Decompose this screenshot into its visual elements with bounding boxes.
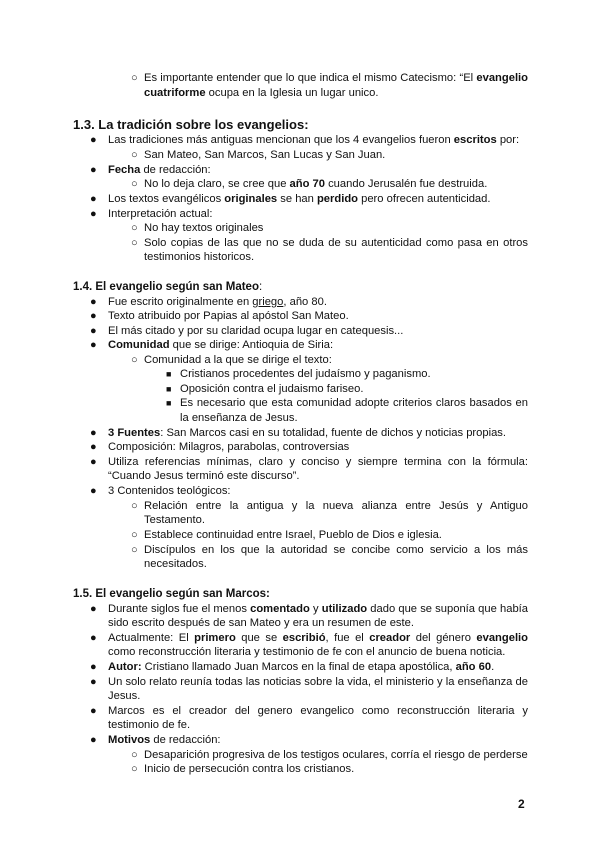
bullet-marker: ● [90, 485, 97, 497]
circle-marker: ○ [131, 72, 138, 84]
square-marker: ■ [166, 384, 172, 394]
circle-marker: ○ [131, 749, 138, 761]
list-item: Un solo relato reunía todas las noticias sobre la vida, el ministerio y la enseñanza de [108, 676, 528, 688]
circle-marker: ○ [131, 237, 138, 249]
list-item-cont: como reconstrucción literaria y testimonio de fe con el anuncio de buena noticia. [108, 646, 506, 658]
circle-marker: ○ [131, 222, 138, 234]
circle-marker: ○ [131, 500, 138, 512]
bullet-marker: ● [90, 427, 97, 439]
list-item: Oposición contra el judaismo fariseo. [180, 383, 364, 395]
list-item: San Mateo, San Marcos, San Lucas y San Juan. [144, 149, 386, 161]
list-item: Texto atribuido por Papias al apóstol San Mateo. [108, 310, 349, 322]
bullet-marker: ● [90, 661, 97, 673]
bullet-marker: ● [90, 441, 97, 453]
list-item: Relación entre la antigua y la nueva alianza entre Jesús y Antiguo [144, 500, 528, 512]
list-item: 3 Fuentes: San Marcos casi en su totalidad, fuente de dichos y noticias propias. [108, 427, 506, 439]
bullet-marker: ● [90, 456, 97, 468]
list-item: Inicio de persecución contra los cristianos. [144, 763, 355, 775]
bullet-marker: ● [90, 734, 97, 746]
list-item: Motivos de redacción: [108, 734, 221, 746]
list-item: Comunidad a la que se dirige el texto: [144, 354, 332, 366]
list-item: Marcos es el creador del genero evangelico como reconstrucción literaria y [108, 705, 528, 717]
list-item: Cristianos procedentes del judaísmo y paganismo. [180, 368, 431, 380]
section-heading: 1.3. La tradición sobre los evangelios: [73, 117, 309, 132]
circle-marker: ○ [131, 763, 138, 775]
bullet-marker: ● [90, 208, 97, 220]
list-item: El más citado y por su claridad ocupa lugar en catequesis... [108, 325, 404, 337]
list-item: Utiliza referencias mínimas, claro y conciso y siempre termina con la fórmula: [108, 456, 528, 468]
bullet-marker: ● [90, 603, 97, 615]
list-item: Composición: Milagros, parabolas, controversias [108, 441, 350, 453]
bullet-marker: ● [90, 296, 97, 308]
list-item-cont: “Cuando Jesus terminó este discurso”. [108, 470, 300, 482]
circle-marker: ○ [131, 354, 138, 366]
page-number: 2 [518, 797, 525, 811]
list-item-cont: sido escrito después de san Mateo y era un resumen de este. [108, 617, 414, 629]
square-marker: ■ [166, 398, 172, 408]
list-item: Las tradiciones más antiguas mencionan que los 4 evangelios fueron escritos por: [108, 134, 520, 146]
bullet-marker: ● [90, 339, 97, 351]
list-item: Interpretación actual: [108, 208, 213, 220]
list-item: Discípulos en los que la autoridad se concibe como servicio a los más [144, 544, 528, 556]
list-item: 3 Contenidos teológicos: [108, 485, 231, 497]
list-item-cont: Jesus. [108, 690, 141, 702]
section-heading: 1.4. El evangelio según san Mateo: [73, 281, 263, 293]
bullet-marker: ● [90, 705, 97, 717]
list-item: Fecha de redacción: [108, 164, 211, 176]
list-item: Es necesario que esta comunidad adopte criterios claros basados en [180, 397, 528, 409]
list-item: Los textos evangélicos originales se han perdido pero ofrecen autenticidad. [108, 193, 491, 205]
bullet-marker: ● [90, 134, 97, 146]
list-item: Actualmente: El primero que se escribió, fue el creador del género evangelio [108, 632, 528, 644]
bullet-marker: ● [90, 310, 97, 322]
list-item: Comunidad que se dirige: Antioquia de Siria: [108, 339, 334, 351]
paragraph-line: cuatriforme ocupa en la Iglesia un lugar unico. [144, 87, 379, 99]
list-item: Durante siglos fue el menos comentado y utilizado dado que se suponía que había [108, 603, 528, 615]
list-item-cont: necesitados. [144, 558, 207, 570]
circle-marker: ○ [131, 544, 138, 556]
bullet-marker: ● [90, 164, 97, 176]
bullet-marker: ● [90, 676, 97, 688]
bullet-marker: ● [90, 632, 97, 644]
list-item-cont: testimonios historicos. [144, 251, 255, 263]
list-item: Solo copias de las que no se duda de su autenticidad como pasa en otros [144, 237, 528, 249]
bullet-marker: ● [90, 193, 97, 205]
list-item: No lo deja claro, se cree que año 70 cuando Jerusalén fue destruida. [144, 178, 488, 190]
list-item: Fue escrito originalmente en griego, año 80. [108, 296, 327, 308]
circle-marker: ○ [131, 178, 138, 190]
list-item-cont: testimonio de fe. [108, 719, 191, 731]
section-heading: 1.5. El evangelio según san Marcos: [73, 588, 270, 600]
list-item: No hay textos originales [144, 222, 264, 234]
list-item: Autor: Cristiano llamado Juan Marcos en la final de etapa apostólica, año 60. [108, 661, 495, 673]
bullet-marker: ● [90, 325, 97, 337]
list-item: Desaparición progresiva de los testigos oculares, corría el riesgo de perderse [144, 749, 528, 761]
paragraph-line: Es importante entender que lo que indica el mismo Catecismo: “El evangelio [144, 72, 528, 84]
circle-marker: ○ [131, 149, 138, 161]
square-marker: ■ [166, 369, 172, 379]
list-item: Establece continuidad entre Israel, Pueblo de Dios e iglesia. [144, 529, 442, 541]
circle-marker: ○ [131, 529, 138, 541]
list-item-cont: Testamento. [144, 514, 205, 526]
list-item-cont: la enseñanza de Jesus. [180, 412, 298, 424]
